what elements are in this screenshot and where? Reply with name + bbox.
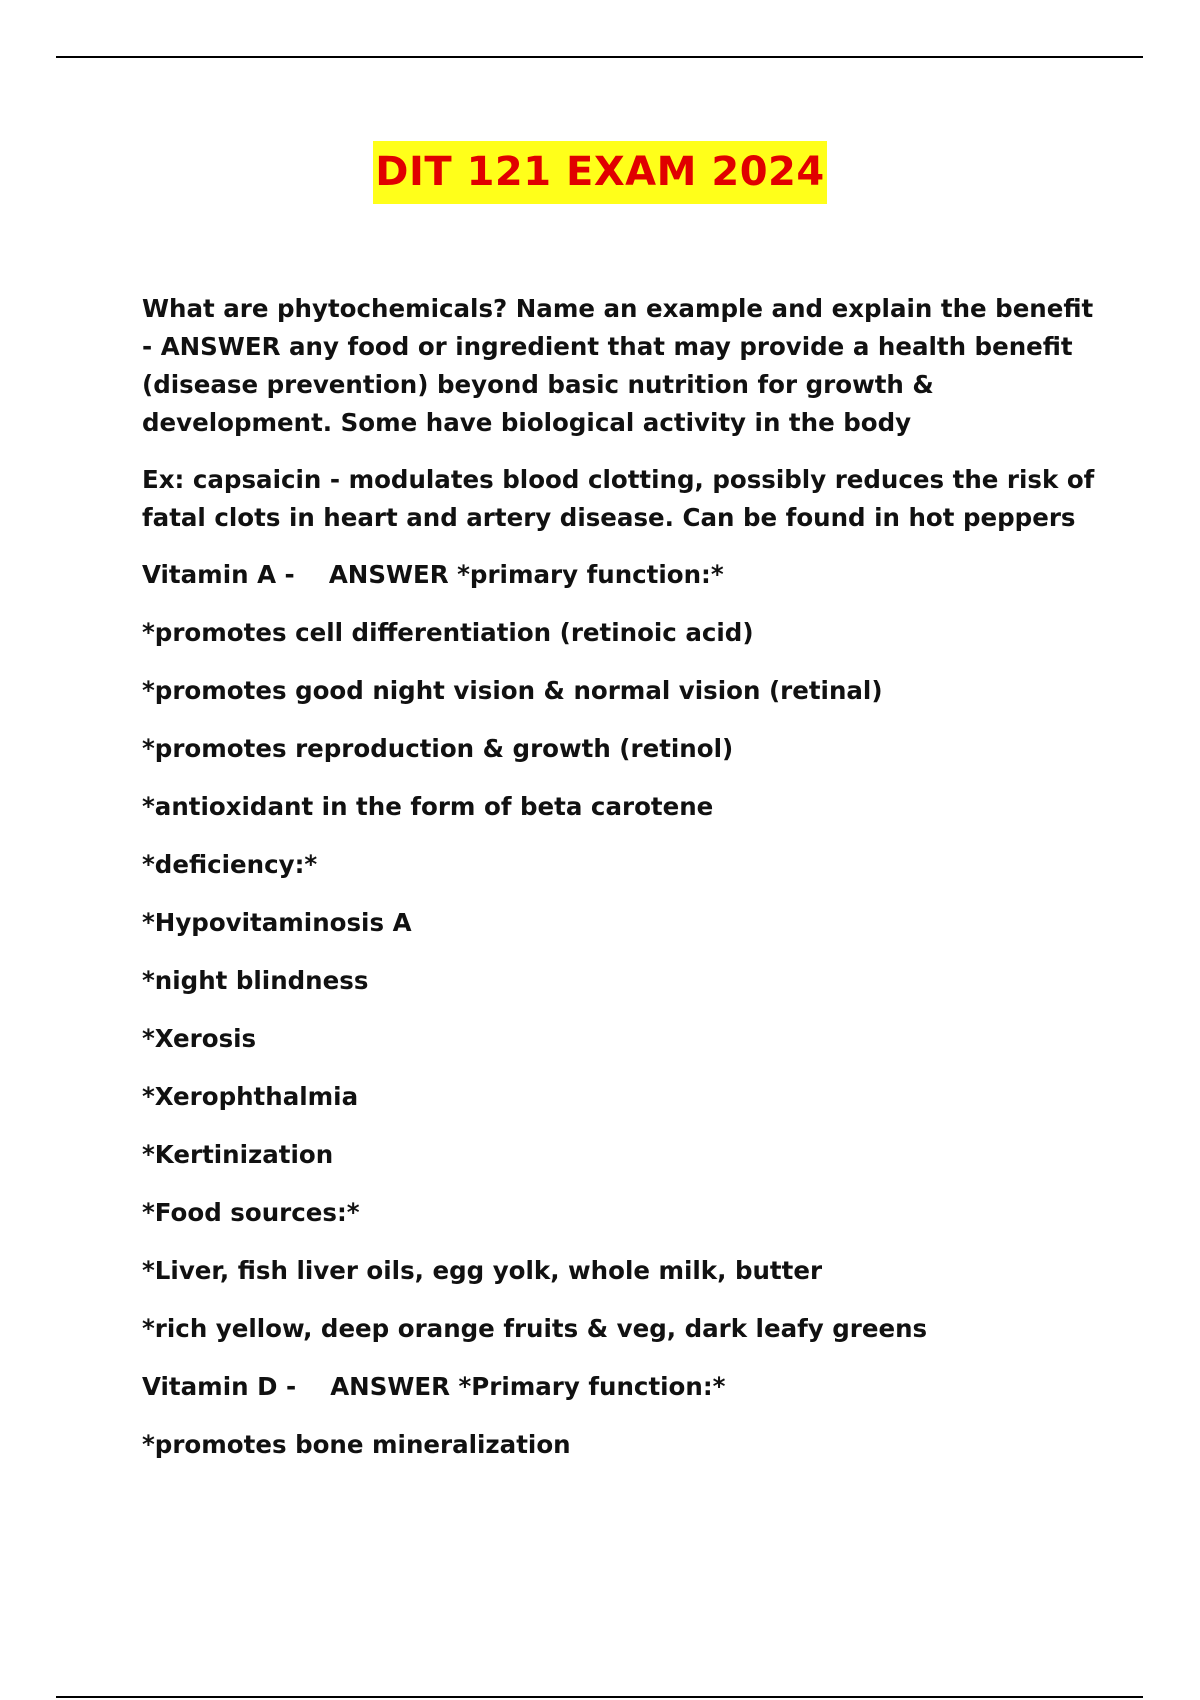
list-item: *promotes reproduction & growth (retinol) <box>142 734 734 763</box>
vitamin-d-question: Vitamin D - ANSWER *Primary function:* <box>142 1372 726 1401</box>
document-body <box>142 290 1102 1484</box>
top-rule <box>56 56 1143 58</box>
list-item: *Hypovitaminosis A <box>142 908 412 937</box>
list-item: *rich yellow, deep orange fruits & veg, dark leafy greens <box>142 1314 928 1343</box>
list-item: *promotes bone mineralization <box>142 1430 571 1459</box>
section-heading-food-sources: *Food sources:* <box>142 1198 360 1227</box>
paragraph-capsaicin-example: Ex: capsaicin - modulates blood clotting, possibly reduces the risk of fatal clots in heart and artery disease. Can be found in hot peppers <box>142 465 1103 532</box>
list-item: *Kertinization <box>142 1140 334 1169</box>
title-container <box>0 141 1200 204</box>
list-item: *promotes good night vision & normal vision (retinal) <box>142 676 883 705</box>
list-item: *antioxidant in the form of beta carotene <box>142 792 714 821</box>
list-item: *Xerophthalmia <box>142 1082 359 1111</box>
vitamin-a-question: Vitamin A - ANSWER *primary function:* <box>142 560 724 589</box>
list-item: *Liver, fish liver oils, egg yolk, whole milk, butter <box>142 1256 823 1285</box>
paragraph-phytochemicals: What are phytochemicals? Name an example and explain the benefit - ANSWER any food or ingredient that may provide a health benefit (disease prevention) beyond basic nutrition for growth & development. Some have biological activity in the body <box>142 294 1102 437</box>
list-item: *Xerosis <box>142 1024 257 1053</box>
section-heading-deficiency: *deficiency:* <box>142 850 318 879</box>
list-item: *night blindness <box>142 966 369 995</box>
bottom-rule <box>56 1696 1143 1698</box>
document-title: DIT 121 EXAM 2024 <box>373 141 826 204</box>
list-item: *promotes cell differentiation (retinoic acid) <box>142 618 754 647</box>
